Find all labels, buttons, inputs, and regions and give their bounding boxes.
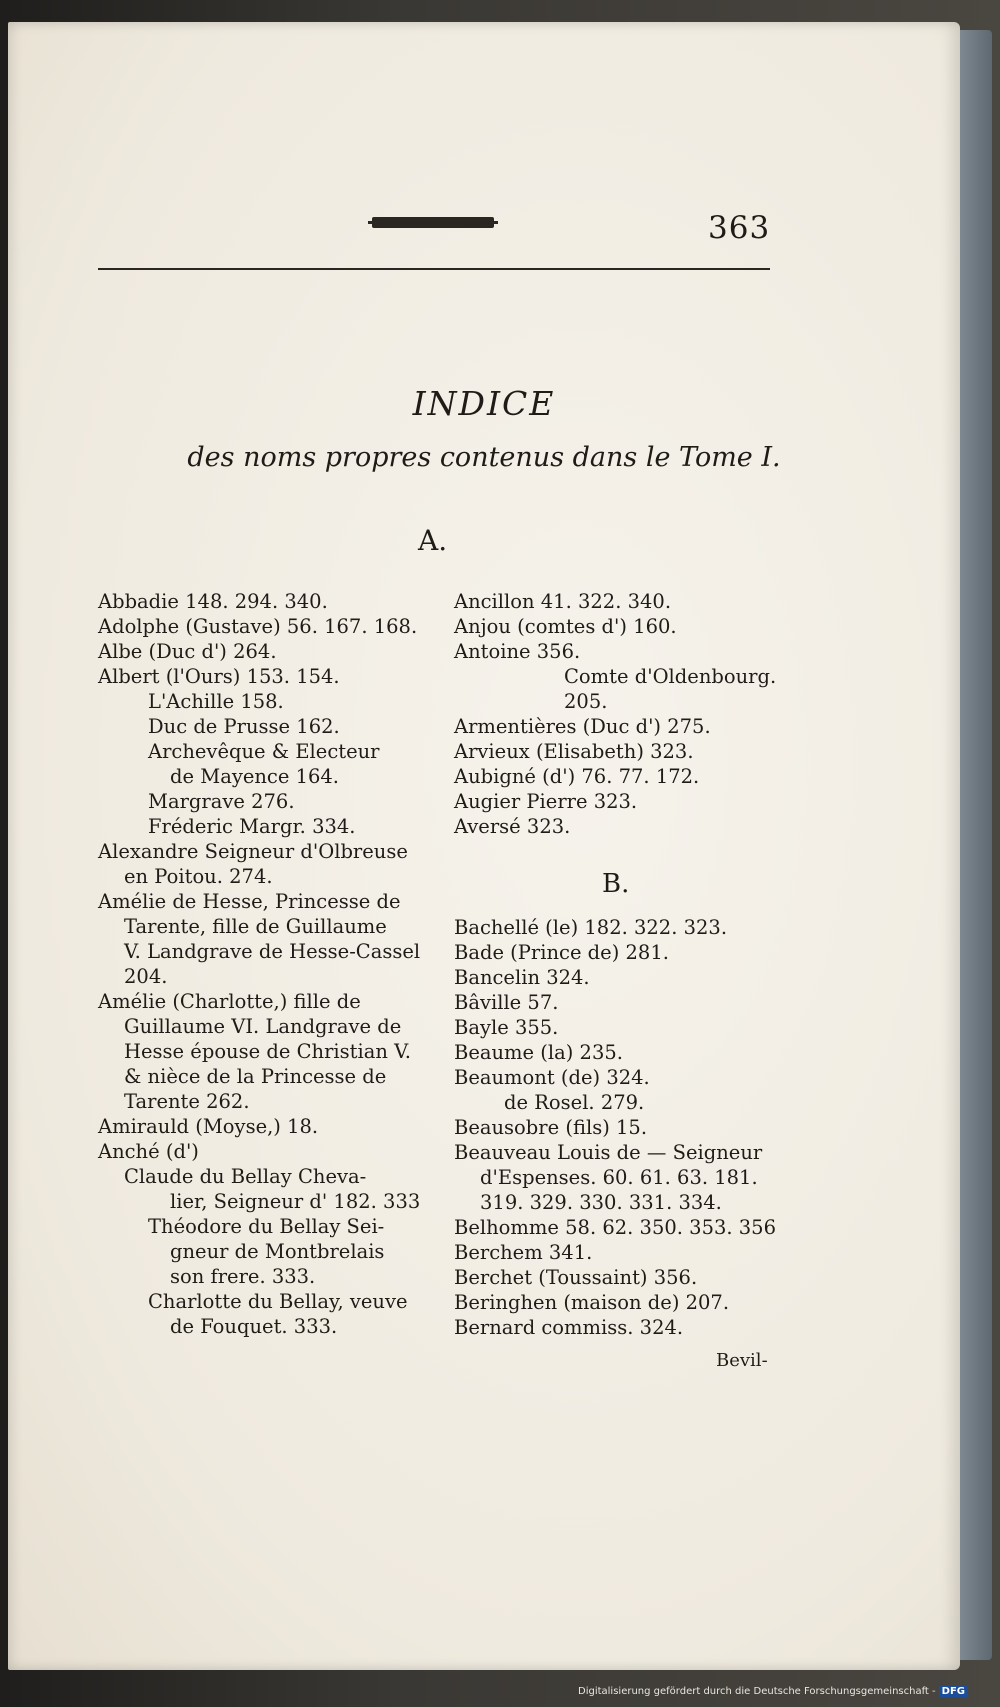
digitization-credit [578,1686,968,1697]
index-entry: Anjou (comtes d') 160. [454,615,677,638]
index-right-column-b [454,915,784,1340]
index-entry: Bachellé (le) 182. 322. 323. [454,916,728,939]
index-entry: Amirauld (Moyse,) 18. [98,1115,319,1138]
index-entry: d'Espenses. 60. 61. 63. 181. [480,1166,758,1189]
index-entry: Théodore du Bellay Sei- [148,1215,385,1238]
index-entry: Albert (l'Ours) 153. 154. [98,665,340,688]
index-entry: de Fouquet. 333. [170,1315,338,1338]
index-entry: Hesse épouse de Christian V. [124,1040,411,1063]
index-entry: 204. [124,965,168,988]
header-rule [98,268,770,270]
index-entry: son frere. 333. [170,1265,316,1288]
index-entry: gneur de Montbrelais [170,1240,385,1263]
index-entry: Aversé 323. [454,815,571,838]
index-entry: 319. 329. 330. 331. 334. [480,1191,722,1214]
page-subtitle: des noms propres contenus dans le Tome I. [187,442,781,473]
index-entry: Antoine 356. [454,640,581,663]
index-entry: Comte d'Oldenbourg. [564,665,777,688]
credit-text: Digitalisierung gefördert durch die Deutsche Forschungsgemeinschaft - [578,1686,936,1697]
index-entry: V. Landgrave de Hesse-Cassel [124,940,421,963]
section-letter-b: B. [602,869,630,899]
index-entry: Alexandre Seigneur d'Olbreuse [98,840,408,863]
catchword: Bevil- [716,1350,768,1371]
index-left-column [98,589,426,1339]
index-entry: Adolphe (Gustave) 56. 167. 168. [98,615,418,638]
index-entry: Augier Pierre 323. [454,790,638,813]
index-entry: Bayle 355. [454,1016,559,1039]
index-entry: Beringhen (maison de) 207. [454,1291,730,1314]
index-entry: Ancillon 41. 322. 340. [454,590,672,613]
index-entry: Beaume (la) 235. [454,1041,623,1064]
header-ornament [372,217,494,228]
index-entry: Bade (Prince de) 281. [454,941,669,964]
index-entry: Tarente 262. [124,1090,250,1113]
index-entry: 205. [564,690,608,713]
index-right-column-a [454,589,784,839]
index-entry: Beausobre (fils) 15. [454,1116,648,1139]
index-entry: Charlotte du Bellay, veuve [148,1290,408,1313]
index-entry: Abbadie 148. 294. 340. [98,590,328,613]
index-entry: Arvieux (Elisabeth) 323. [454,740,694,763]
index-entry: Belhomme 58. 62. 350. 353. 356 [454,1216,776,1239]
index-entry: Albe (Duc d') 264. [98,640,277,663]
dfg-logo: DFG [939,1686,968,1697]
index-entry: Amélie de Hesse, Princesse de [98,890,401,913]
index-entry: Beauveau Louis de — Seigneur [454,1141,763,1164]
section-letter-a: A. [418,524,448,557]
index-entry: Bâville 57. [454,991,559,1014]
index-entry: Armentières (Duc d') 275. [454,715,711,738]
index-entry: Anché (d') [98,1140,199,1163]
index-entry: Beaumont (de) 324. [454,1066,650,1089]
index-entry: Archevêque & Electeur [148,740,380,763]
page-title: INDICE [412,384,556,423]
index-entry: Bancelin 324. [454,966,590,989]
page-number: 363 [708,210,771,246]
index-entry: en Poitou. 274. [124,865,273,888]
index-entry: Tarente, fille de Guillaume [124,915,387,938]
index-entry: de Rosel. 279. [504,1091,645,1114]
index-entry: L'Achille 158. [148,690,284,713]
book-page [8,22,960,1670]
index-entry: lier, Seigneur d' 182. 333 [170,1190,421,1213]
index-entry: Fréderic Margr. 334. [148,815,356,838]
index-entry: Aubigné (d') 76. 77. 172. [454,765,700,788]
index-entry: Guillaume VI. Landgrave de [124,1015,402,1038]
index-entry: Berchet (Toussaint) 356. [454,1266,698,1289]
index-entry: Bernard commiss. 324. [454,1316,684,1339]
index-entry: de Mayence 164. [170,765,340,788]
index-entry: Duc de Prusse 162. [148,715,340,738]
index-entry: Claude du Bellay Cheva- [124,1165,367,1188]
index-entry: & nièce de la Princesse de [124,1065,387,1088]
index-entry: Amélie (Charlotte,) fille de [98,990,361,1013]
index-entry: Margrave 276. [148,790,295,813]
index-entry: Berchem 341. [454,1241,593,1264]
